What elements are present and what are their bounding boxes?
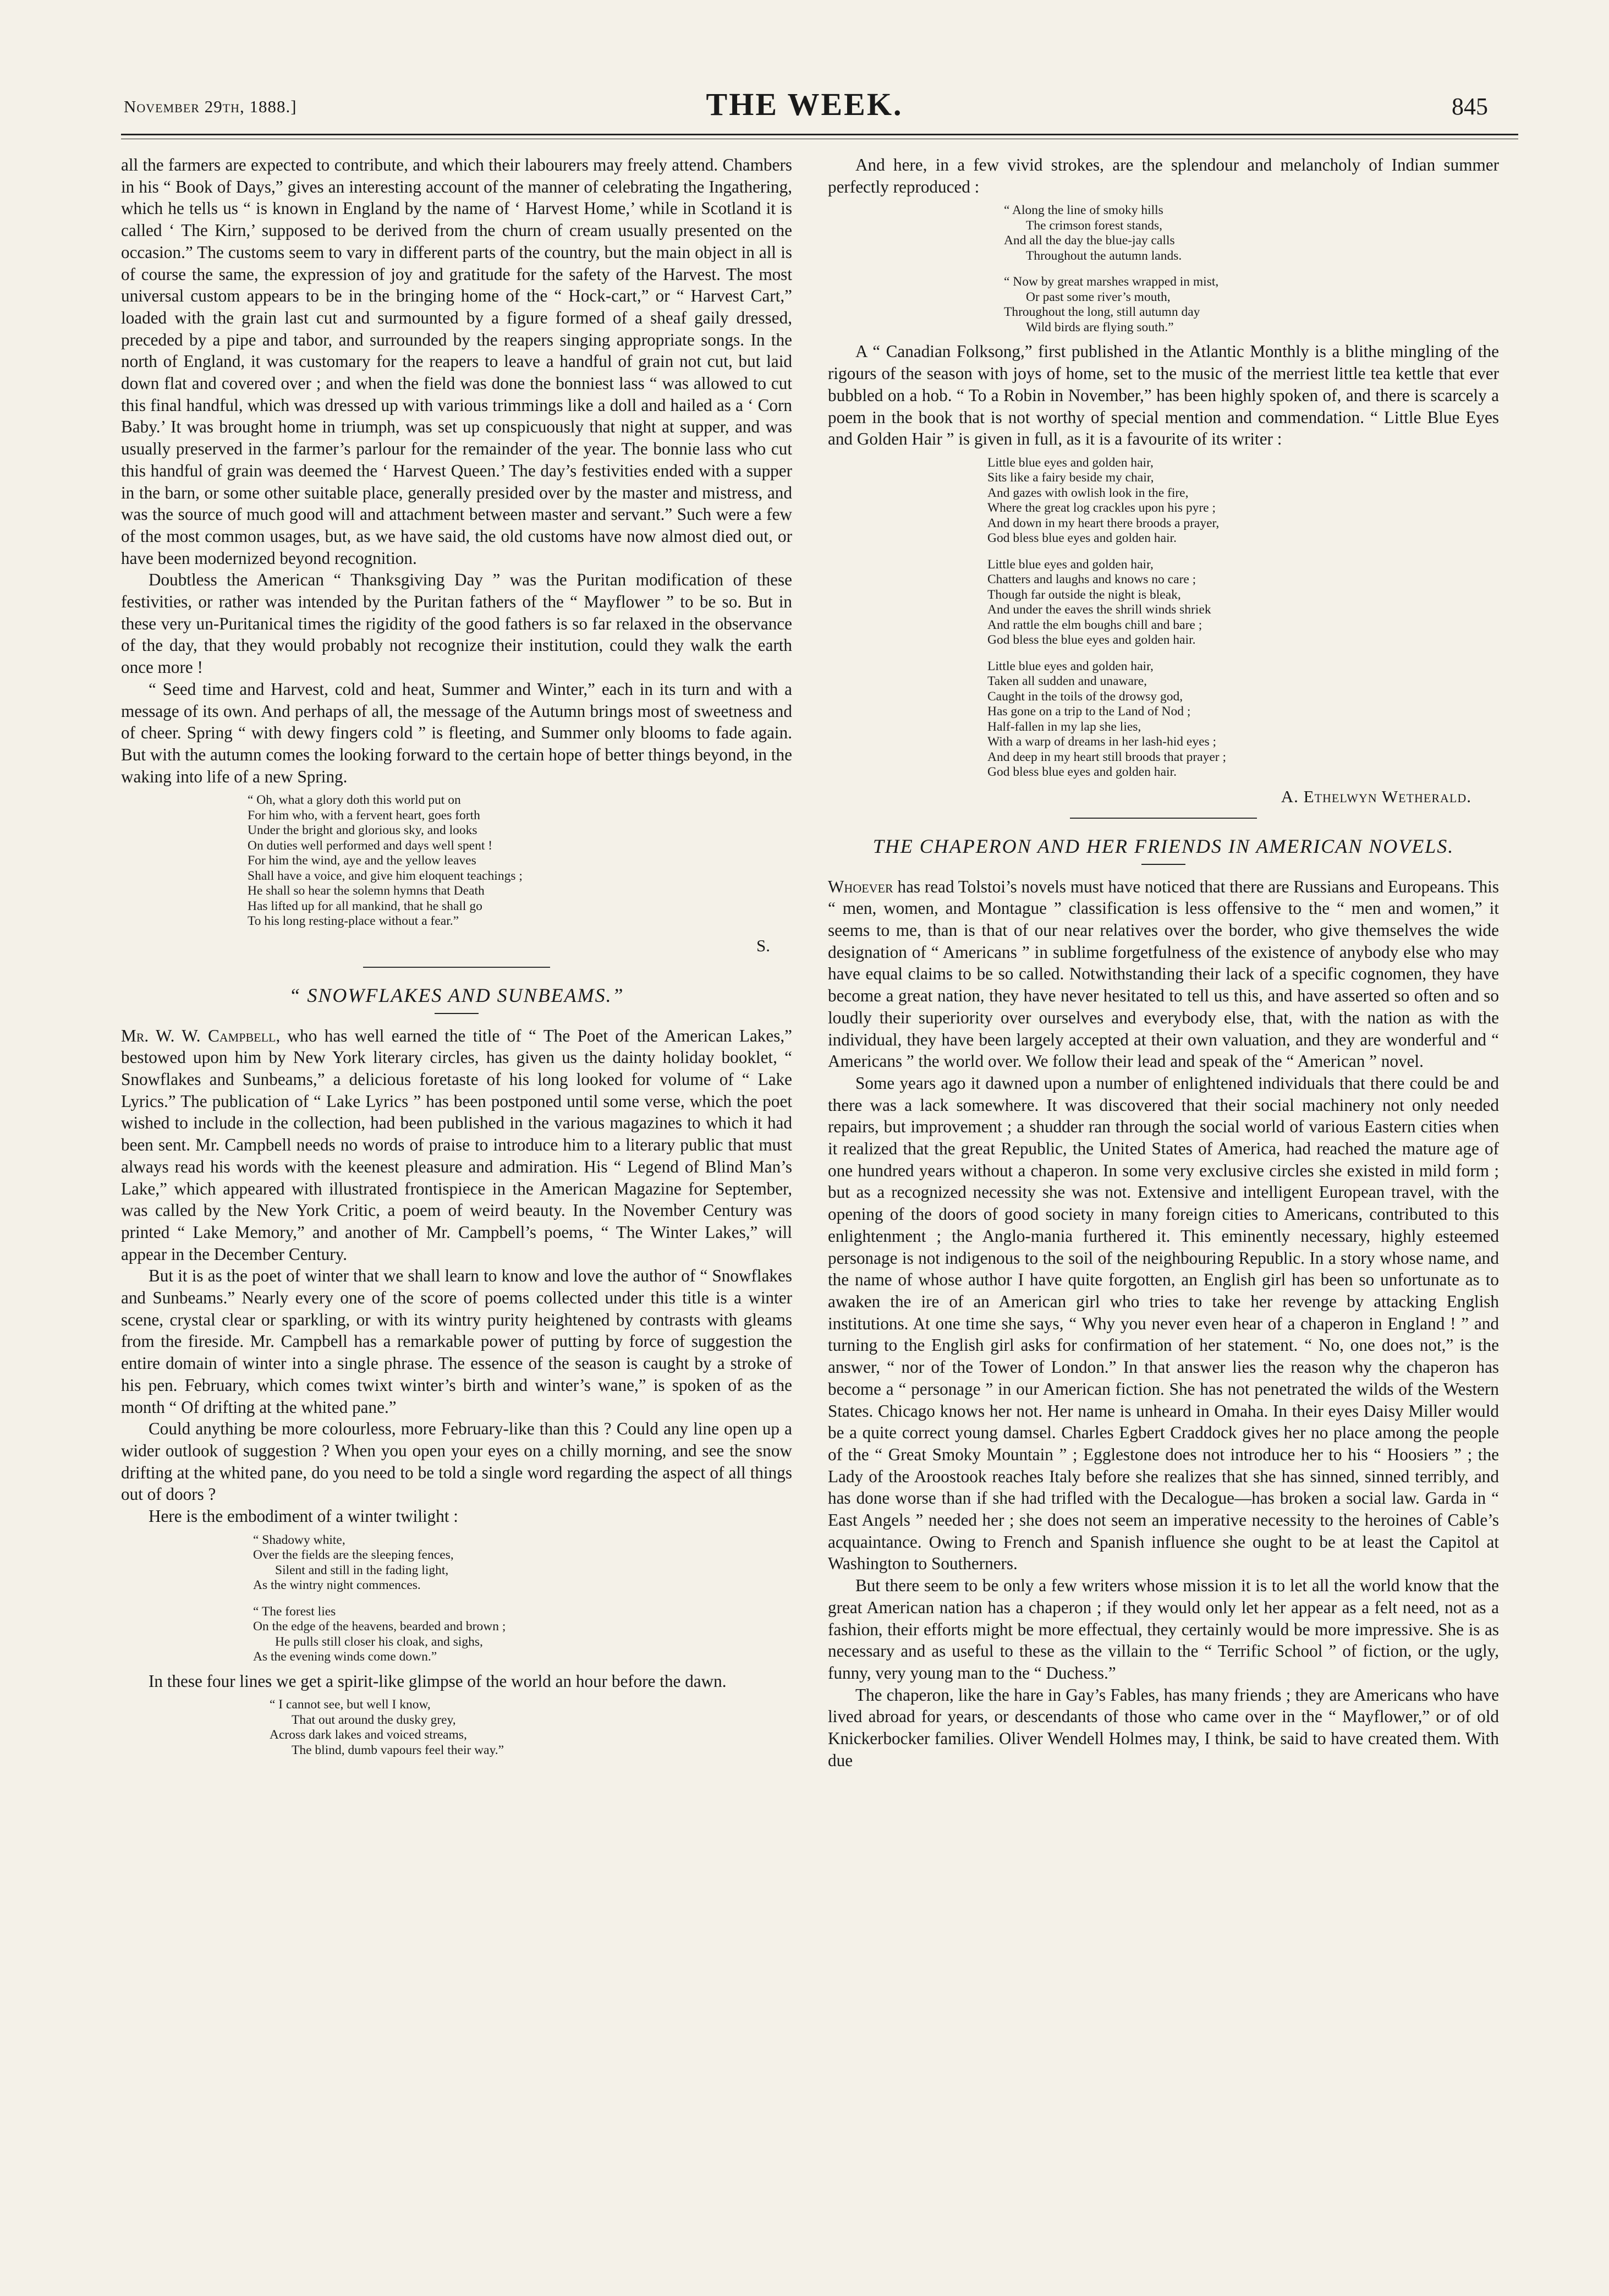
author-signature: A. Ethelwyn Wetherald. xyxy=(1281,786,1471,806)
poem-line: As the wintry night commences. xyxy=(253,1578,421,1593)
poem-line: Wild birds are flying south.” xyxy=(1026,320,1174,335)
poem-line: Little blue eyes and golden hair, xyxy=(987,455,1154,470)
poem-line: He shall so hear the solemn hymns that Death xyxy=(248,884,485,898)
heading-rule xyxy=(1141,864,1185,865)
poem-line: And gazes with owlish look in the fire, xyxy=(987,485,1189,500)
poem-line: Chatters and laughs and knows no care ; xyxy=(987,572,1196,587)
poem-line: On the edge of the heavens, bearded and brown ; xyxy=(253,1619,506,1634)
poem-line: Silent and still in the fading light, xyxy=(275,1563,449,1577)
poem-line: Shall have a voice, and give him eloquent teachings ; xyxy=(248,868,523,883)
poem-line: As the evening winds come down.” xyxy=(253,1650,437,1664)
poem-line: Or past some river’s mouth, xyxy=(1026,289,1171,304)
poem-line: And under the eaves the shrill winds shriek xyxy=(987,602,1211,617)
poem-line: Taken all sudden and unaware, xyxy=(987,674,1147,689)
poem-line: For him who, with a fervent heart, goes forth xyxy=(248,808,480,823)
poem-line: And all the day the blue-jay calls xyxy=(1004,233,1175,248)
poem-line: God bless blue eyes and golden hair. xyxy=(987,765,1177,780)
issue-date: November 29th, 1888.] xyxy=(124,97,297,116)
poem-line: The crimson forest stands, xyxy=(1026,218,1163,233)
poem-quote xyxy=(253,1533,792,1665)
paragraph-body: has read Tolstoi’s novels must have noticed that there are Russians and Europeans. This “ men, women, and Montague ” classification is less offensive to the “ men and women,” it seems to me, than is that of our near relatives over the border, who give themselves the wide designation of “ Americans ” in sublime forgetfulness of the existence of anybody else who may have equal claims to be so called. Notwithstanding their lack of a specific cognomen, they have become a great nation, they have never hesitated to tell us this, and have asserted so often and so loudly their superiority over ourselves and everybody else, that, with the nation as with the individual, they have been largely accepted at their own valuation, and they are wonderful and “ Americans ” the world over. We follow their lead and speak of the “ American ” novel. xyxy=(828,876,1499,1071)
poem-line: And rattle the elm boughs chill and bare ; xyxy=(987,617,1202,632)
article-heading: “ SNOWFLAKES AND SUNBEAMS.” xyxy=(289,984,624,1006)
stanza xyxy=(270,1697,792,1758)
masthead-rule xyxy=(121,134,1518,135)
poem-quote xyxy=(987,456,1499,780)
poem-line: Half-fallen in my lap she lies, xyxy=(987,719,1141,734)
poem-line: Throughout the long, still autumn day xyxy=(1004,305,1200,320)
poem-line: Where the great log crackles upon his pyre ; xyxy=(987,501,1216,516)
paragraph: Here is the embodiment of a winter twilight : xyxy=(149,1506,458,1526)
poem-line: Over the fields are the sleeping fences, xyxy=(253,1548,454,1563)
poem-line: Throughout the autumn lands. xyxy=(1026,248,1182,263)
poem-line: Little blue eyes and golden hair, xyxy=(987,557,1154,572)
stanza xyxy=(1004,275,1499,335)
page-number: 845 xyxy=(1452,93,1488,120)
paragraph: But it is as the poet of winter that we shall learn to know and love the author of “ Snowflakes and Sunbeams.” Nearly every one of the score of poems collected under this title is a winter scene, crystal clear or sparkling, or with its wintry purity heightened by contrasts with gleams from the fireside. Mr. Campbell has a remarkable power of putting by force of suggestion the entire domain of winter into a single phrase. The essence of the season is caught by a stroke of his pen. February, which comes twixt winter’s birth and winter’s wane,” is spoken of as the month “ Of drifting at the whited pane.” xyxy=(121,1266,792,1417)
poem-line: Caught in the toils of the drowsy god, xyxy=(987,689,1183,704)
signature: S. xyxy=(756,935,770,955)
stanza xyxy=(987,456,1499,546)
poem-line: “ Now by great marshes wrapped in mist, xyxy=(1004,275,1219,289)
paragraph xyxy=(828,876,1499,1072)
lead-in: Mr. W. W. Campbell, xyxy=(121,1026,281,1045)
paragraph: Could anything be more colourless, more February-like than this ? Could any line open up a wider outlook of suggestion ? When you open your eyes on a chilly morning, and see the snow drifting at the whited pane, do you need to be told a single word regarding the aspect of all things out of doors ? xyxy=(121,1419,792,1504)
poem-line: And down in my heart there broods a prayer, xyxy=(987,516,1220,530)
paragraph: And here, in a few vivid strokes, are the splendour and melancholy of Indian summer perfectly reproduced : xyxy=(828,155,1499,196)
section-divider xyxy=(1070,818,1257,819)
poem-line: God bless blue eyes and golden hair. xyxy=(987,531,1177,546)
paragraph xyxy=(121,1025,792,1265)
stanza xyxy=(987,557,1499,648)
poem-line: “ Along the line of smoky hills xyxy=(1004,203,1163,218)
poem-line: “ The forest lies xyxy=(253,1604,336,1619)
section-divider xyxy=(363,967,550,968)
paragraph: The chaperon, like the hare in Gay’s Fables, has many friends ; they are Americans who have lived abroad for years, or descendants of those who came over in the “ Mayflower,” or of old Knickerbocker families. Oliver Wendell Holmes may, I think, be said to have created them. With due xyxy=(828,1685,1499,1770)
right-column xyxy=(828,154,1499,1771)
lead-in: Whoever xyxy=(828,876,893,896)
poem-line: “ I cannot see, but well I know, xyxy=(270,1697,431,1712)
poem-quote xyxy=(248,793,792,929)
paragraph: But there seem to be only a few writers whose mission it is to let all the world know that the great American nation has a chaperon ; if they would only let her appear as a felt need, not as a fashion, their efforts might be more effectual, they certainly would be more impressive. She is as necessary and as useful to these as the villain to the “ Terrific School ” of fiction, or the ugly, funny, very young man to the “ Duchess.” xyxy=(828,1576,1499,1683)
poem-line: Has lifted up for all mankind, that he shall go xyxy=(248,898,482,913)
paragraph: Some years ago it dawned upon a number of enlightened individuals that there could be and there was a lack somewhere. It was discovered that their social machinery not only needed repairs, but improvement ; a shudder ran through the social world of various Eastern cities when it realized that the great Republic, the United States of America, had reached the mature age of one hundred years without a chaperon. In some very exclusive circles she existed in mild form ; but as a recognized necessity she was not. Extensive and intelligent European travel, with the opening of the doors of good society in many foreign cities to Americans, contributed to this enlightenment ; the Anglo-mania furthered it. This eminently necessary, highly esteemed personage is not indigenous to the soil of the neighbouring Republic. In a story whose name, and the name of whose author I have quite forgotten, an English girl has been so unfortunate as to awaken the ire of an American girl who tries to take her revenge by attacking English institutions. At one time she says, “ Why you never even hear of a chaperon in England ! ” and turning to the English girl asks for confirmation of her statement. “ No, one does not,” is the answer, “ nor of the Tower of London.” In that answer lies the reason why the chaperon has become a “ personage ” in our American fiction. She has not penetrated the wilds of the Western States. Chicago knows her not. Her name is unheard in Omaha. In their eyes Daisy Miller would be a quite correct young damsel. Charles Egbert Craddock gives her no place among the people of the “ Great Smoky Mountain ” ; Egglestone does not introduce her to his “ Hoosiers ” ; the Lady of the Aroostook reaches Italy before she realizes that she has sinned, sinned terribly, and has done worse than if she had trifled with the Decalogue—has broken a social law. Garda in “ East Angels ” needed her ; she does not seem an imperative necessity to the heroines of Cable’s acquaintance. Owing to French and Spanish influence she ought to be at least the Capitol at Washington to Southerners. xyxy=(828,1073,1499,1574)
stanza xyxy=(987,659,1499,780)
poem-line: Across dark lakes and voiced streams, xyxy=(270,1728,467,1742)
poem-line: And deep in my heart still broods that prayer ; xyxy=(987,749,1226,764)
poem-line: With a warp of dreams in her lash-hid eyes ; xyxy=(987,735,1217,749)
poem-quote xyxy=(1004,203,1499,335)
stanza xyxy=(253,1604,792,1665)
poem-line: Little blue eyes and golden hair, xyxy=(987,659,1154,673)
poem-line: Though far outside the night is bleak, xyxy=(987,587,1181,602)
poem-line: Sits like a fairy beside my chair, xyxy=(987,470,1154,485)
poem-line: Has gone on a trip to the Land of Nod ; xyxy=(987,704,1191,719)
poem-line: To his long resting-place without a fear.” xyxy=(248,914,459,929)
stanza xyxy=(1004,203,1499,264)
publication-title: THE WEEK. xyxy=(706,86,903,122)
poem-line: God bless the blue eyes and golden hair. xyxy=(987,633,1196,648)
paragraph: all the farmers are expected to contribute, and which their labourers may freely attend. Chambers in his “ Book of Days,” gives an interesting account of the manner of celebrating the Ingathering, which he tells us “ is known in England by the name of ‘ Harvest Home,’ while in Scotland it is called ‘ The Kirn,’ supposed to be derived from the churn of cream usually presented on the occasion.” The customs seem to vary in different parts of the country, but the main object in all is of course the same, the expression of joy and gratitude for the safety of the Harvest. The most universal custom appears to be in the bringing home of the “ Hock-cart,” or “ Harvest Cart,” loaded with the grain last cut and surmounted by a figure formed of a sheaf gaily dressed, preceded by a pipe and tabor, and surrounded by the reapers singing appropriate songs. In the north of England, it was customary for the reapers to leave a handful of grain not cut, but laid down flat and covered over ; and when the field was done the bonniest lass “ was allowed to cut this final handful, which was dressed up with various trimmings like a doll and hailed as a ‘ Corn Baby.’ It was brought home in triumph, was set up conspicuously that night at supper, and was usually preserved in the farmer’s parlour for the remainder of the year. The bonnie lass who cut this handful of grain was deemed the ‘ Harvest Queen.’ The day’s festivities ended with a supper in the barn, or some other suitable place, generally presided over by the master and mistress, and was the source of much good will and attachment between master and servant.” Such were a few of the most common usages, but, as we have said, the old customs have now almost died out, or have been modernized beyond recognition. xyxy=(121,155,792,568)
article-heading: THE CHAPERON AND HER FRIENDS IN AMERICAN NOVELS. xyxy=(872,835,1454,857)
poem-line: “ Oh, what a glory doth this world put on xyxy=(248,793,461,808)
paragraph-body: who has well earned the title of “ The Poet of the American Lakes,” bestowed upon him by New York literary circles, has given us the dainty holiday booklet, “ Snowflakes and Sunbeams,” a delicious foretaste of his long looked for volume of “ Lake Lyrics.” The publication of “ Lake Lyrics ” has been postponed until some verse, which the poet wished to include in the collection, had been published in the various magazines to which it had been sent. Mr. Campbell needs no words of praise to introduce him to a literary public that must always read his words with the keenest pleasure and admiration. His “ Legend of Blind Man’s Lake,” which appeared with illustrated frontispiece in the American Magazine for September, was called by the New York Critic, a poem of weird beauty. In the November Century was printed “ Lake Memory,” and another of Mr. Campbell’s poems, “ The Winter Lakes,” will appear in the December Century. xyxy=(121,1026,792,1264)
poem-line: The blind, dumb vapours feel their way.” xyxy=(292,1742,504,1757)
poem-quote xyxy=(270,1697,792,1758)
stanza xyxy=(248,793,792,929)
poem-line: “ Shadowy white, xyxy=(253,1532,345,1547)
poem-line: He pulls still closer his cloak, and sighs, xyxy=(275,1634,483,1649)
paragraph: “ Seed time and Harvest, cold and heat, Summer and Winter,” each in its turn and with a message of its own. And perhaps of all, the message of the Autumn brings most of sweetness and of cheer. Spring “ with dewy fingers cold ” is fleeting, and Summer only blooms to fade again. But with the autumn comes the looking forward to the certain hope of better things beyond, in the waking into life of a new Spring. xyxy=(121,679,792,786)
left-column xyxy=(121,154,792,1763)
paragraph: A “ Canadian Folksong,” first published in the Atlantic Monthly is a blithe mingling of the rigours of the season with joys of home, set to the music of the merriest little tea kettle that ever bubbled on a hob. “ To a Robin in November,” has been highly spoken of, and there is scarcely a poem in the book that is not worthy of special mention and commendation. “ Little Blue Eyes and Golden Hair ” is given in full, as it is a favourite of its writer : xyxy=(828,342,1499,449)
poem-line: For him the wind, aye and the yellow leaves xyxy=(248,853,476,868)
poem-line: Under the bright and glorious sky, and looks xyxy=(248,823,477,838)
paragraph: In these four lines we get a spirit-like glimpse of the world an hour before the dawn. xyxy=(149,1671,727,1691)
masthead xyxy=(88,83,1521,127)
paragraph: Doubtless the American “ Thanksgiving Day ” was the Puritan modification of these festivities, or rather was intended by the Puritan fathers of the “ Mayflower ” to be so. But in these very un-Puritanical times the rigidity of the good fathers is so far relaxed in the observance of the day, that they would probably not recognize their institution, could they walk the earth once more ! xyxy=(121,570,792,677)
poem-line: That out around the dusky grey, xyxy=(292,1712,456,1727)
heading-rule xyxy=(435,1013,479,1014)
poem-line: On duties well performed and days well spent ! xyxy=(248,838,493,853)
stanza xyxy=(253,1533,792,1593)
